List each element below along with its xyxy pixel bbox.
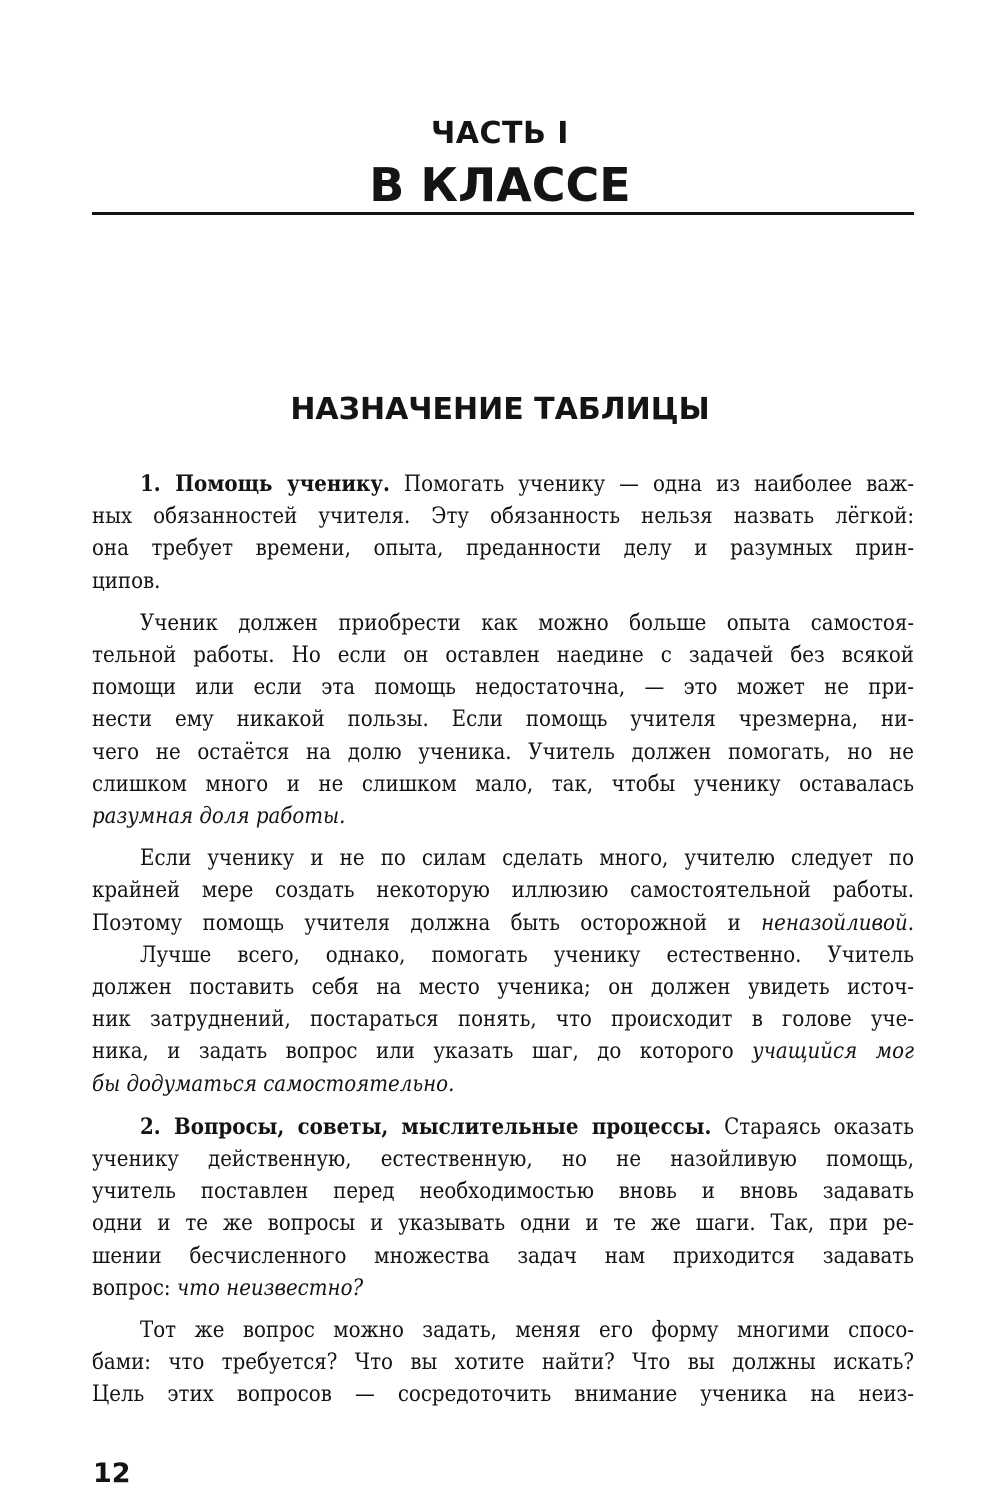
text-line <box>92 769 914 801</box>
title-rule <box>92 212 914 215</box>
section-title: НАЗНАЧЕНИЕ ТАБЛИЦЫ <box>290 392 710 427</box>
text-run: Цель этих вопросов — сосредоточить внимание ученика на неиз- <box>92 1382 914 1408</box>
text-line <box>92 737 914 769</box>
italic-run: учащийся мог <box>752 1039 915 1065</box>
italic-run: что неизвестно? <box>176 1275 364 1301</box>
text-line <box>92 501 914 533</box>
text-line <box>92 1347 914 1379</box>
text-run: ник затруднений, постараться понять, что происходит в голове уче- <box>92 1007 914 1033</box>
text-line <box>92 672 914 704</box>
text-line <box>92 1208 914 1240</box>
text-line <box>92 533 914 565</box>
text-run: шении бесчисленного множества задач нам приходится задавать <box>92 1243 914 1269</box>
text-run: учитель поставлен перед необходимостью вновь и вновь задавать <box>92 1179 914 1205</box>
text-run: Лучше всего, однако, помогать ученику естественно. Учитель <box>140 942 914 968</box>
text-run: помощи или если эта помощь недостаточна, — это может не при- <box>92 675 914 701</box>
text-run: ципов. <box>92 568 161 594</box>
italic-run: бы додуматься самостоятельно. <box>92 1071 455 1097</box>
text-run: ника, и задать вопрос или указать шаг, до которого <box>92 1039 753 1065</box>
text-run: бами: что требуется? Что вы хотите найти? Что вы должны искать? <box>92 1350 914 1376</box>
italic-run: неназойливой. <box>761 910 914 936</box>
paragraph <box>92 1315 914 1412</box>
bold-run: 2. Вопросы, советы, мыслительные процессы. <box>140 1113 712 1140</box>
paragraph <box>92 843 914 1101</box>
text-run: Тот же вопрос можно задать, меняя его форму многими спосо- <box>140 1318 914 1344</box>
text-line <box>92 875 914 907</box>
text-line <box>92 704 914 736</box>
text-run: Ученик должен приобрести как можно больше опыта самостоя- <box>140 610 914 636</box>
text-run: вопрос: <box>92 1275 177 1301</box>
body-text <box>92 468 914 1422</box>
part-label: ЧАСТЬ I <box>431 116 569 151</box>
text-line <box>92 640 914 672</box>
text-line <box>92 1315 914 1347</box>
text-run: Поэтому помощь учителя должна быть осторожной и <box>92 910 762 936</box>
text-run: нести ему никакой пользы. Если помощь учителя чрезмерна, ни- <box>92 707 914 733</box>
text-run: должен поставить себя на место ученика; он должен увидеть источ- <box>92 975 914 1001</box>
text-line <box>92 801 914 833</box>
text-line <box>92 972 914 1004</box>
text-run: крайней мере создать некоторую иллюзию самостоятельной работы. <box>92 878 914 904</box>
text-line <box>92 468 914 501</box>
text-line <box>92 1379 914 1411</box>
text-line <box>92 908 914 940</box>
paragraph <box>92 608 914 833</box>
text-line <box>92 1111 914 1144</box>
text-line <box>92 608 914 640</box>
text-run: ученику действенную, естественную, но не назойливую помощь, <box>92 1147 914 1173</box>
paragraph <box>92 1111 914 1305</box>
text-run: тельной работы. Но если он оставлен наедине с задачей без всякой <box>92 643 914 669</box>
text-line <box>92 566 914 598</box>
text-run: Помогать ученику — одна из наиболее важ- <box>389 472 914 497</box>
paragraph <box>92 468 914 598</box>
text-run: одни и те же вопросы и указывать одни и те же шаги. Так, при ре- <box>92 1211 914 1237</box>
text-line <box>92 1144 914 1176</box>
text-line <box>92 1176 914 1208</box>
text-run: она требует времени, опыта, преданности делу и разумных прин- <box>92 536 914 562</box>
text-run: Стараясь оказать <box>711 1114 915 1140</box>
text-run: ных обязанностей учителя. Эту обязанность нельзя назвать лёгкой: <box>92 504 914 530</box>
bold-run: 1. Помощь ученику. <box>140 471 390 497</box>
text-line <box>92 1036 914 1068</box>
text-run: слишком много и не слишком мало, так, чтобы ученику оставалась <box>92 771 914 797</box>
text-line <box>92 1273 914 1305</box>
text-run: Если ученику и не по силам сделать много, учителю следует по <box>140 846 914 872</box>
text-line <box>92 843 914 875</box>
part-title: В КЛАССЕ <box>369 158 631 212</box>
text-line <box>92 1241 914 1273</box>
italic-run: разумная доля работы. <box>92 804 346 830</box>
text-line <box>92 940 914 972</box>
text-run: чего не остаётся на долю ученика. Учитель должен помогать, но не <box>92 739 914 765</box>
text-line <box>92 1004 914 1036</box>
text-line <box>92 1069 914 1101</box>
page-number: 12 <box>93 1458 131 1489</box>
